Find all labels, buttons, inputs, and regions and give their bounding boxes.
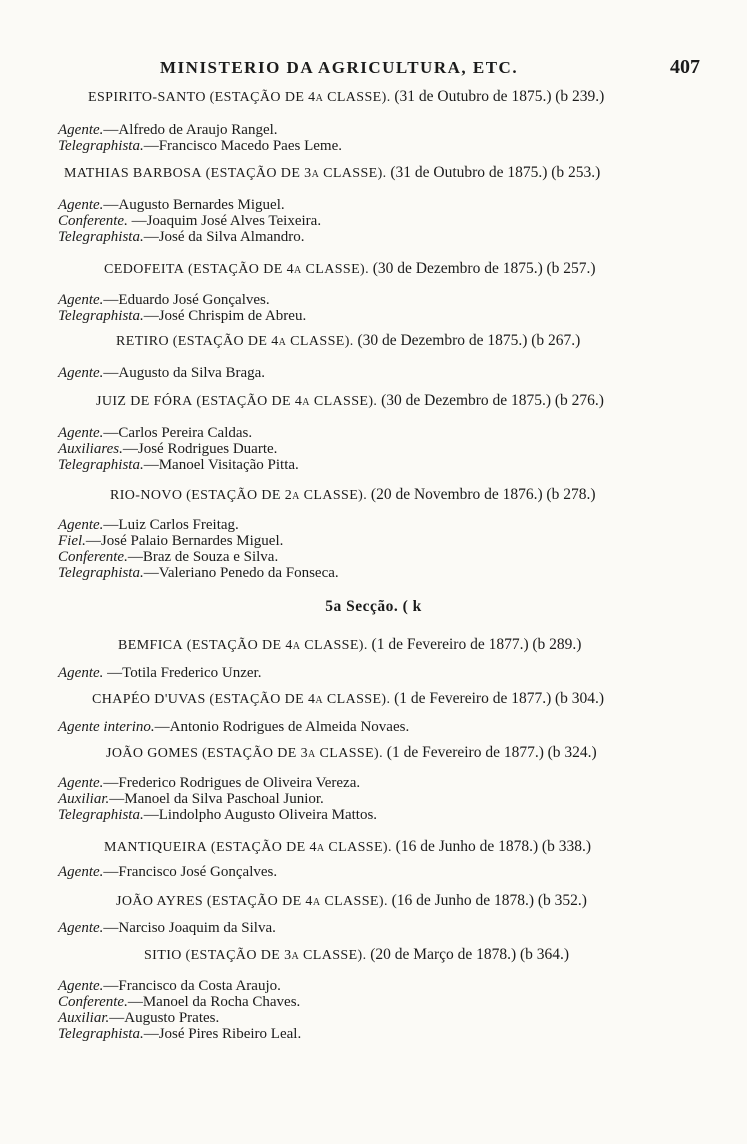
staff-person: —Augusto Bernardes Miguel. — [103, 197, 285, 213]
staff-person: —Lindolpho Augusto Oliveira Mattos. — [143, 807, 378, 823]
staff-role: Auxiliar. — [58, 791, 110, 807]
staff-row — [58, 292, 698, 308]
staff-list — [58, 122, 698, 154]
station-heading — [92, 690, 732, 709]
staff-person: —Braz de Souza e Silva. — [127, 549, 279, 565]
station-date: (31 de Outubro de 1875.) — [394, 88, 552, 105]
staff-person: —Manoel da Rocha Chaves. — [127, 994, 301, 1010]
station-name: JOÃO GOMES — [106, 746, 199, 761]
staff-role: Agente. — [58, 517, 104, 533]
staff-person: —Francisco José Gonçalves. — [103, 864, 278, 880]
station-class: (ESTAÇÃO DE 4a CLASSE). — [188, 262, 369, 277]
station-heading — [116, 892, 747, 911]
station-heading — [110, 486, 747, 505]
station-heading — [104, 260, 744, 279]
station-name: RIO-NOVO — [110, 488, 183, 503]
station-ref: (b 304.) — [555, 690, 605, 707]
station-date: (16 de Junho de 1878.) — [391, 892, 535, 909]
staff-row — [58, 213, 698, 229]
station-name: MANTIQUEIRA — [104, 840, 208, 855]
staff-person: —José da Silva Almandro. — [143, 229, 305, 245]
station-date: (16 de Junho de 1878.) — [395, 838, 539, 855]
station-name: RETIRO — [116, 334, 169, 349]
station-name: BEMFICA — [118, 638, 184, 653]
staff-row — [58, 1026, 698, 1042]
station-entry — [104, 260, 744, 279]
station-ref: (b 276.) — [554, 392, 604, 409]
staff-row — [58, 549, 698, 565]
station-heading — [88, 88, 728, 107]
staff-row — [58, 138, 698, 154]
page-number: 407 — [670, 56, 700, 78]
station-class: (ESTAÇÃO DE 4a CLASSE). — [206, 894, 388, 909]
station-ref: (b 352.) — [537, 892, 587, 909]
staff-role: Agente. — [58, 775, 104, 791]
staff-person: —Francisco da Costa Araujo. — [103, 978, 281, 994]
station-entry — [92, 690, 732, 709]
station-ref: (b 257.) — [546, 260, 596, 277]
station-heading — [116, 332, 747, 351]
station-entry — [116, 892, 747, 911]
staff-row — [58, 517, 698, 533]
station-date: (1 de Fevereiro de 1877.) — [386, 744, 544, 761]
staff-list — [58, 292, 698, 324]
staff-person: —Manoel da Silva Paschoal Junior. — [109, 791, 324, 807]
station-date: (30 de Dezembro de 1875.) — [357, 332, 528, 349]
station-class: (ESTAÇÃO DE 3a CLASSE). — [205, 166, 387, 181]
station-class: (ESTAÇÃO DE 4a CLASSE). — [210, 840, 392, 855]
staff-person: —Eduardo José Gonçalves. — [103, 292, 270, 308]
staff-row — [58, 308, 698, 324]
station-class: (ESTAÇÃO DE 4a CLASSE). — [196, 394, 378, 409]
staff-list — [58, 920, 698, 936]
station-date: (20 de Março de 1878.) — [370, 946, 517, 963]
station-ref: (b 267.) — [531, 332, 581, 349]
staff-row — [58, 365, 698, 381]
staff-person: —Totila Frederico Unzer. — [103, 665, 262, 681]
staff-role: Telegraphista. — [58, 229, 144, 245]
staff-role: Agente interino. — [58, 719, 155, 735]
station-heading — [118, 636, 747, 655]
station-name: CEDOFEITA — [104, 262, 185, 277]
staff-role: Agente. — [58, 425, 104, 441]
staff-person: —Joaquim José Alves Teixeira. — [127, 213, 322, 229]
station-date: (1 de Fevereiro de 1877.) — [371, 636, 529, 653]
staff-person: —José Rodrigues Duarte. — [122, 441, 278, 457]
staff-row — [58, 1010, 698, 1026]
staff-role: Agente. — [58, 197, 104, 213]
station-ref: (b 239.) — [555, 88, 605, 105]
staff-row — [58, 229, 698, 245]
station-ref: (b 324.) — [547, 744, 597, 761]
staff-person: —José Pires Ribeiro Leal. — [143, 1026, 302, 1042]
page-title: MINISTERIO DA AGRICULTURA, ETC. — [160, 58, 519, 77]
staff-role: Telegraphista. — [58, 1026, 144, 1042]
staff-list — [58, 978, 698, 1042]
station-class: (ESTAÇÃO DE 4a CLASSE). — [172, 334, 354, 349]
staff-person: —Valeriano Penedo da Fonseca. — [143, 565, 339, 581]
station-class: (ESTAÇÃO DE 4a CLASSE). — [186, 638, 368, 653]
staff-role: Agente. — [58, 978, 104, 994]
staff-person: —Francisco Macedo Paes Leme. — [143, 138, 342, 154]
station-entry — [110, 486, 747, 505]
staff-row — [58, 425, 698, 441]
staff-row — [58, 775, 698, 791]
staff-row — [58, 197, 698, 213]
staff-role: Telegraphista. — [58, 807, 144, 823]
station-date: (1 de Fevereiro de 1877.) — [394, 690, 552, 707]
staff-row — [58, 864, 698, 880]
staff-person: —Antonio Rodrigues de Almeida Novaes. — [154, 719, 410, 735]
staff-person: —Alfredo de Araujo Rangel. — [103, 122, 278, 138]
staff-row — [58, 665, 698, 681]
staff-person: —Frederico Rodrigues de Oliveira Vereza. — [103, 775, 361, 791]
staff-list — [58, 775, 698, 823]
staff-role: Auxiliares. — [58, 441, 123, 457]
section-title: 5a Secção. ( k — [325, 598, 422, 615]
staff-role: Conferente. — [58, 549, 128, 565]
station-heading — [144, 946, 747, 965]
staff-row — [58, 441, 698, 457]
staff-row — [58, 807, 698, 823]
staff-row — [58, 994, 698, 1010]
station-heading — [104, 838, 744, 857]
staff-role: Agente. — [58, 365, 104, 381]
staff-list — [58, 425, 698, 473]
station-entry — [96, 392, 736, 411]
staff-role: Conferente. — [58, 213, 128, 229]
station-entry — [88, 88, 728, 107]
station-class: (ESTAÇÃO DE 2a CLASSE). — [186, 488, 368, 503]
staff-person: —José Palaio Bernardes Miguel. — [85, 533, 284, 549]
station-entry — [106, 744, 746, 763]
staff-list — [58, 517, 698, 581]
station-entry — [64, 164, 704, 183]
station-ref: (b 364.) — [519, 946, 570, 963]
station-ref: (b 289.) — [532, 636, 582, 653]
staff-role: Telegraphista. — [58, 565, 144, 581]
station-heading — [106, 744, 746, 763]
staff-person: —Luiz Carlos Freitag. — [103, 517, 239, 533]
station-name: JUIZ DE FÓRA — [96, 394, 193, 409]
staff-row — [58, 920, 698, 936]
staff-list — [58, 365, 698, 381]
staff-row — [58, 978, 698, 994]
station-entry — [118, 636, 747, 655]
staff-role: Agente. — [58, 122, 104, 138]
staff-row — [58, 457, 698, 473]
station-class: (ESTAÇÃO DE 4a CLASSE). — [209, 90, 391, 105]
staff-role: Telegraphista. — [58, 457, 144, 473]
staff-role: Agente. — [58, 920, 104, 936]
station-name: CHAPÉO D'UVAS — [92, 692, 206, 707]
station-date: (31 de Outubro de 1875.) — [390, 164, 548, 181]
station-ref: (b 338.) — [541, 838, 591, 855]
staff-role: Telegraphista. — [58, 308, 144, 324]
staff-role: Fiel. — [58, 533, 86, 549]
staff-role: Agente. — [58, 665, 104, 681]
station-ref: (b 253.) — [551, 164, 601, 181]
station-entry — [144, 946, 747, 965]
staff-list — [58, 719, 698, 735]
station-class: (ESTAÇÃO DE 4a CLASSE). — [209, 692, 391, 707]
staff-role: Telegraphista. — [58, 138, 144, 154]
station-entry — [104, 838, 744, 857]
staff-list — [58, 665, 698, 681]
staff-role: Auxiliar. — [58, 1010, 110, 1026]
staff-role: Agente. — [58, 292, 104, 308]
staff-row — [58, 565, 698, 581]
station-name: SITIO — [144, 948, 182, 963]
station-class: (ESTAÇÃO DE 3a CLASSE). — [185, 948, 367, 963]
station-name: JOÃO AYRES — [116, 894, 204, 909]
staff-row — [58, 122, 698, 138]
staff-role: Agente. — [58, 864, 104, 880]
station-ref: (b 278.) — [546, 486, 596, 503]
staff-person: —Manoel Visitação Pitta. — [143, 457, 299, 473]
station-entry — [116, 332, 747, 351]
staff-person: —Narciso Joaquim da Silva. — [103, 920, 276, 936]
station-heading — [64, 164, 704, 183]
station-date: (30 de Dezembro de 1875.) — [381, 392, 552, 409]
staff-role: Conferente. — [58, 994, 128, 1010]
station-date: (20 de Novembro de 1876.) — [370, 486, 543, 503]
station-heading — [96, 392, 736, 411]
station-name: MATHIAS BARBOSA — [64, 166, 202, 181]
staff-row — [58, 719, 698, 735]
station-date: (30 de Dezembro de 1875.) — [372, 260, 543, 277]
staff-row — [58, 791, 698, 807]
staff-person: —José Chrispim de Abreu. — [143, 308, 307, 324]
station-class: (ESTAÇÃO DE 3a CLASSE). — [202, 746, 384, 761]
staff-list — [58, 197, 698, 245]
staff-person: —Augusto Prates. — [109, 1010, 220, 1026]
staff-person: —Augusto da Silva Braga. — [103, 365, 266, 381]
staff-person: —Carlos Pereira Caldas. — [103, 425, 253, 441]
staff-row — [58, 533, 698, 549]
staff-list — [58, 864, 698, 880]
station-name: ESPIRITO-SANTO — [88, 90, 206, 105]
running-head — [160, 58, 700, 78]
